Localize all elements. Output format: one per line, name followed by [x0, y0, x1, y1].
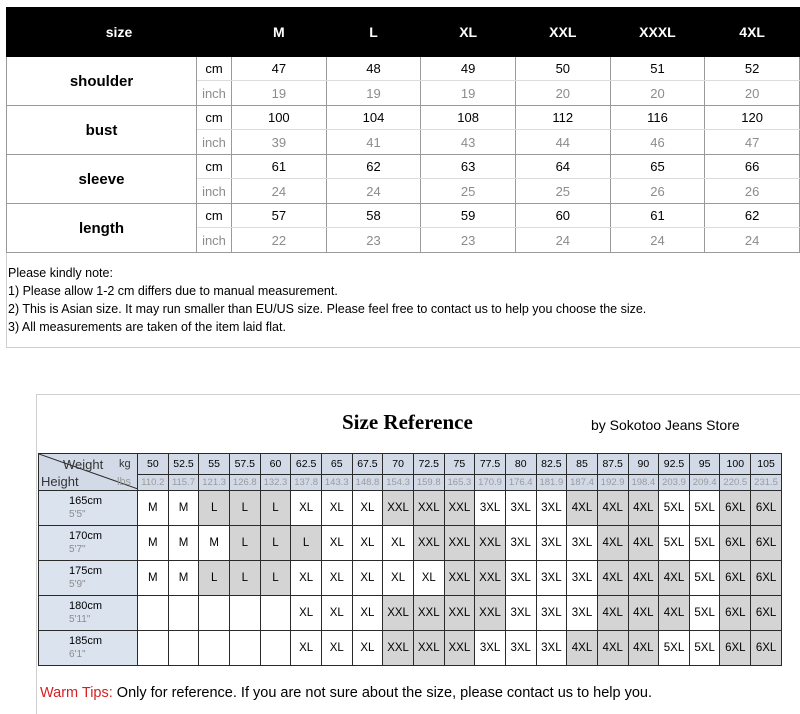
size-cell: XXL — [413, 596, 444, 631]
size-cell: XL — [291, 631, 322, 666]
size-cell: XL — [291, 491, 322, 526]
cm-value: 61 — [610, 204, 705, 228]
cm-value: 58 — [326, 204, 421, 228]
cm-value: 64 — [515, 155, 610, 179]
size-cell — [138, 631, 169, 666]
size-cell: 4XL — [659, 596, 690, 631]
weight-kg-cell: 67.5 — [352, 454, 383, 475]
warm-tips-text: Only for reference. If you are not sure about the size, please contact us to help you. — [112, 685, 653, 701]
size-cell: L — [199, 491, 230, 526]
inch-value: 26 — [705, 179, 800, 204]
size-cell: 5XL — [689, 596, 720, 631]
cm-value: 116 — [610, 106, 705, 130]
size-cell: M — [138, 491, 169, 526]
weight-lbs-cell: 170.9 — [475, 475, 506, 491]
inch-value: 24 — [705, 228, 800, 253]
height-row — [39, 491, 782, 526]
size-cell: 4XL — [567, 491, 598, 526]
weight-kg-cell: 95 — [689, 454, 720, 475]
weight-lbs-cell: 181.9 — [536, 475, 567, 491]
inch-value: 20 — [705, 81, 800, 106]
size-cell: XXL — [383, 631, 414, 666]
size-cell: 3XL — [536, 561, 567, 596]
size-cell: XL — [321, 561, 352, 596]
weight-kg-cell: 57.5 — [229, 454, 260, 475]
height-ft: 5'9" — [69, 579, 86, 590]
size-reference-table — [38, 453, 782, 666]
size-cell: 4XL — [597, 561, 628, 596]
inch-value: 47 — [705, 130, 800, 155]
unit-cm: cm — [197, 106, 232, 130]
size-cell: 3XL — [505, 526, 536, 561]
cm-value: 60 — [515, 204, 610, 228]
size-cell: 3XL — [536, 526, 567, 561]
size-cell — [199, 631, 230, 666]
inch-value: 25 — [421, 179, 516, 204]
cm-value: 112 — [515, 106, 610, 130]
size-cell: L — [229, 491, 260, 526]
weight-lbs-cell: 220.5 — [720, 475, 751, 491]
size-cell: XL — [291, 596, 322, 631]
inch-value: 24 — [326, 179, 421, 204]
size-cell: 3XL — [505, 491, 536, 526]
weight-kg-cell: 92.5 — [659, 454, 690, 475]
cm-value: 62 — [705, 204, 800, 228]
size-cell: 6XL — [720, 561, 751, 596]
size-header-cell: M — [232, 8, 327, 57]
weight-lbs-cell: 126.8 — [229, 475, 260, 491]
size-header-cell: XL — [421, 8, 516, 57]
inch-value: 19 — [421, 81, 516, 106]
height-cm: 170cm — [69, 530, 103, 542]
size-cell: L — [229, 561, 260, 596]
weight-lbs-cell: 198.4 — [628, 475, 659, 491]
cm-value: 48 — [326, 57, 421, 81]
weight-lbs-cell: 154.3 — [383, 475, 414, 491]
weight-lbs-cell: 192.9 — [597, 475, 628, 491]
unit-inch: inch — [197, 228, 232, 253]
note-line: Please kindly note: — [8, 266, 113, 280]
size-cell: L — [260, 491, 291, 526]
size-cell: XL — [352, 561, 383, 596]
inch-value: 20 — [515, 81, 610, 106]
measure-name: shoulder — [7, 57, 197, 106]
unit-inch: inch — [197, 81, 232, 106]
inch-value: 39 — [232, 130, 327, 155]
height-cell — [39, 631, 138, 666]
size-cell: 3XL — [505, 596, 536, 631]
inch-value: 46 — [610, 130, 705, 155]
weight-lbs-row — [39, 475, 782, 491]
weight-kg-cell: 77.5 — [475, 454, 506, 475]
cm-value: 66 — [705, 155, 800, 179]
size-cell — [199, 596, 230, 631]
size-cell: 3XL — [567, 526, 598, 561]
size-cell: L — [260, 561, 291, 596]
inch-value: 26 — [610, 179, 705, 204]
size-cell: 5XL — [659, 491, 690, 526]
weight-kg-cell: 72.5 — [413, 454, 444, 475]
size-cell: XXL — [475, 561, 506, 596]
height-ft: 5'7" — [69, 544, 86, 555]
weight-lbs-cell: 121.3 — [199, 475, 230, 491]
size-cell: XXL — [444, 596, 475, 631]
weight-kg-cell: 50 — [138, 454, 169, 475]
size-cell: XL — [352, 596, 383, 631]
size-cell: 4XL — [659, 561, 690, 596]
inch-value: 24 — [232, 179, 327, 204]
cm-value: 57 — [232, 204, 327, 228]
size-cell: 5XL — [689, 561, 720, 596]
size-cell: 6XL — [720, 631, 751, 666]
size-cell: XXL — [444, 526, 475, 561]
measure-row-cm — [7, 106, 800, 130]
size-cell: 3XL — [567, 561, 598, 596]
inch-value: 44 — [515, 130, 610, 155]
size-cell: 4XL — [628, 631, 659, 666]
measure-name: sleeve — [7, 155, 197, 204]
height-row — [39, 561, 782, 596]
weight-kg-cell: 100 — [720, 454, 751, 475]
size-cell: M — [168, 526, 199, 561]
cm-value: 120 — [705, 106, 800, 130]
cm-value: 49 — [421, 57, 516, 81]
weight-lbs-cell: 159.8 — [413, 475, 444, 491]
size-cell: 4XL — [628, 561, 659, 596]
size-cell — [260, 631, 291, 666]
size-cell: 5XL — [689, 631, 720, 666]
cm-value: 100 — [232, 106, 327, 130]
weight-kg-cell: 65 — [321, 454, 352, 475]
weight-lbs-cell: 203.9 — [659, 475, 690, 491]
size-cell: 4XL — [567, 631, 598, 666]
size-cell: 6XL — [751, 526, 782, 561]
size-cell: 4XL — [628, 596, 659, 631]
size-cell: XL — [321, 491, 352, 526]
size-cell: XXL — [475, 526, 506, 561]
weight-lbs-cell: 137.8 — [291, 475, 322, 491]
height-cell — [39, 596, 138, 631]
size-cell: XXL — [413, 491, 444, 526]
inch-value: 25 — [515, 179, 610, 204]
measure-name: bust — [7, 106, 197, 155]
weight-kg-cell: 60 — [260, 454, 291, 475]
cm-value: 52 — [705, 57, 800, 81]
size-cell: XL — [352, 631, 383, 666]
corner-lbs: lbs — [117, 476, 132, 488]
corner-kg: kg — [119, 458, 131, 470]
cm-value: 47 — [232, 57, 327, 81]
size-cell: XXL — [475, 596, 506, 631]
warm-tips — [40, 685, 652, 701]
cm-value: 65 — [610, 155, 705, 179]
corner-cell — [39, 454, 138, 491]
height-cell — [39, 561, 138, 596]
height-cell — [39, 491, 138, 526]
size-cell — [138, 596, 169, 631]
weight-kg-cell: 85 — [567, 454, 598, 475]
size-cell: 4XL — [597, 526, 628, 561]
size-cell: 3XL — [536, 631, 567, 666]
size-header-label: size — [7, 8, 232, 57]
height-cm: 175cm — [69, 565, 103, 577]
weight-kg-row — [39, 454, 782, 475]
size-cell — [168, 596, 199, 631]
cm-value: 61 — [232, 155, 327, 179]
size-cell: 3XL — [505, 631, 536, 666]
weight-lbs-cell: 231.5 — [751, 475, 782, 491]
size-cell: XL — [383, 526, 414, 561]
size-cell: XL — [291, 561, 322, 596]
warm-tips-label: Warm Tips: — [40, 685, 113, 701]
size-reference-title: Size Reference — [342, 410, 473, 434]
size-cell: 3XL — [475, 631, 506, 666]
notes — [8, 264, 646, 336]
size-cell: XL — [352, 526, 383, 561]
size-cell: XL — [321, 596, 352, 631]
inch-value: 41 — [326, 130, 421, 155]
unit-cm: cm — [197, 57, 232, 81]
size-cell: XL — [321, 526, 352, 561]
weight-kg-cell: 87.5 — [597, 454, 628, 475]
weight-kg-cell: 52.5 — [168, 454, 199, 475]
height-row — [39, 596, 782, 631]
inch-value: 24 — [610, 228, 705, 253]
size-cell: 5XL — [659, 526, 690, 561]
measurement-table — [6, 7, 800, 253]
inch-value: 20 — [610, 81, 705, 106]
inch-value: 43 — [421, 130, 516, 155]
cm-value: 104 — [326, 106, 421, 130]
weight-lbs-cell: 115.7 — [168, 475, 199, 491]
size-cell: 6XL — [720, 526, 751, 561]
size-cell — [260, 596, 291, 631]
weight-kg-cell: 75 — [444, 454, 475, 475]
size-cell: L — [199, 561, 230, 596]
height-row — [39, 526, 782, 561]
inch-value: 23 — [326, 228, 421, 253]
size-cell: 5XL — [689, 526, 720, 561]
size-cell: 6XL — [751, 631, 782, 666]
weight-kg-cell: 70 — [383, 454, 414, 475]
corner-height: Height — [41, 474, 79, 489]
size-cell: XL — [321, 631, 352, 666]
size-cell: XXL — [444, 631, 475, 666]
size-cell: 4XL — [597, 491, 628, 526]
size-cell: XXL — [444, 491, 475, 526]
size-cell: M — [138, 526, 169, 561]
size-cell: XXL — [413, 631, 444, 666]
inch-value: 19 — [326, 81, 421, 106]
size-cell: 6XL — [751, 491, 782, 526]
size-cell — [229, 596, 260, 631]
weight-kg-cell: 90 — [628, 454, 659, 475]
weight-lbs-cell: 209.4 — [689, 475, 720, 491]
size-cell: L — [291, 526, 322, 561]
size-cell: L — [260, 526, 291, 561]
size-cell: 3XL — [505, 561, 536, 596]
weight-lbs-cell: 110.2 — [138, 475, 169, 491]
size-cell: 4XL — [628, 491, 659, 526]
size-cell: M — [168, 491, 199, 526]
height-ft: 6'1" — [69, 649, 86, 660]
weight-kg-cell: 80 — [505, 454, 536, 475]
height-cm: 180cm — [69, 600, 103, 612]
weight-kg-cell: 82.5 — [536, 454, 567, 475]
inch-value: 22 — [232, 228, 327, 253]
height-row — [39, 631, 782, 666]
note-line: 3) All measurements are taken of the item laid flat. — [8, 320, 286, 334]
size-cell: L — [229, 526, 260, 561]
note-line: 1) Please allow 1-2 cm differs due to manual measurement. — [8, 284, 338, 298]
size-cell: XL — [352, 491, 383, 526]
size-cell: 4XL — [597, 596, 628, 631]
inch-value: 23 — [421, 228, 516, 253]
size-cell: 4XL — [597, 631, 628, 666]
size-cell: 3XL — [536, 596, 567, 631]
height-cm: 165cm — [69, 495, 103, 507]
size-cell: M — [199, 526, 230, 561]
size-cell: 6XL — [720, 491, 751, 526]
weight-lbs-cell: 176.4 — [505, 475, 536, 491]
note-line: 2) This is Asian size. It may run smaller than EU/US size. Please feel free to contact us to help you choose the size. — [8, 302, 647, 316]
corner-weight: Weight — [63, 457, 104, 472]
size-cell: 3XL — [475, 491, 506, 526]
size-cell: 6XL — [720, 596, 751, 631]
height-cell — [39, 526, 138, 561]
unit-inch: inch — [197, 179, 232, 204]
unit-inch: inch — [197, 130, 232, 155]
size-cell: M — [138, 561, 169, 596]
height-ft: 5'5" — [69, 509, 86, 520]
weight-kg-cell: 62.5 — [291, 454, 322, 475]
measure-row-cm — [7, 155, 800, 179]
height-cm: 185cm — [69, 635, 103, 647]
weight-kg-cell: 105 — [751, 454, 782, 475]
unit-cm: cm — [197, 204, 232, 228]
size-cell: 5XL — [689, 491, 720, 526]
size-cell: XXL — [383, 596, 414, 631]
weight-lbs-cell: 132.3 — [260, 475, 291, 491]
size-reference-subtitle: by Sokotoo Jeans Store — [591, 417, 740, 433]
inch-value: 19 — [232, 81, 327, 106]
size-cell — [229, 631, 260, 666]
size-cell: 6XL — [751, 596, 782, 631]
weight-lbs-cell: 148.8 — [352, 475, 383, 491]
weight-lbs-cell: 143.3 — [321, 475, 352, 491]
weight-kg-cell: 55 — [199, 454, 230, 475]
inch-value: 24 — [515, 228, 610, 253]
measure-row-cm — [7, 57, 800, 81]
cm-value: 108 — [421, 106, 516, 130]
cm-value: 63 — [421, 155, 516, 179]
size-header-cell: L — [326, 8, 421, 57]
weight-lbs-cell: 165.3 — [444, 475, 475, 491]
measure-row-cm — [7, 204, 800, 228]
size-cell: XXL — [413, 526, 444, 561]
size-cell: XL — [413, 561, 444, 596]
cm-value: 59 — [421, 204, 516, 228]
size-cell: M — [168, 561, 199, 596]
unit-cm: cm — [197, 155, 232, 179]
size-cell — [168, 631, 199, 666]
size-cell: XXL — [444, 561, 475, 596]
size-header-cell: XXXL — [610, 8, 705, 57]
size-cell: 4XL — [628, 526, 659, 561]
size-header-cell: 4XL — [705, 8, 800, 57]
size-cell: 3XL — [567, 596, 598, 631]
size-cell: XL — [383, 561, 414, 596]
cm-value: 62 — [326, 155, 421, 179]
size-header-cell: XXL — [515, 8, 610, 57]
cm-value: 51 — [610, 57, 705, 81]
cm-value: 50 — [515, 57, 610, 81]
size-cell: 5XL — [659, 631, 690, 666]
size-cell: XXL — [383, 491, 414, 526]
height-ft: 5'11" — [69, 614, 91, 625]
size-cell: 6XL — [751, 561, 782, 596]
size-cell: 3XL — [536, 491, 567, 526]
weight-lbs-cell: 187.4 — [567, 475, 598, 491]
table-header-row — [7, 8, 800, 57]
measure-name: length — [7, 204, 197, 253]
